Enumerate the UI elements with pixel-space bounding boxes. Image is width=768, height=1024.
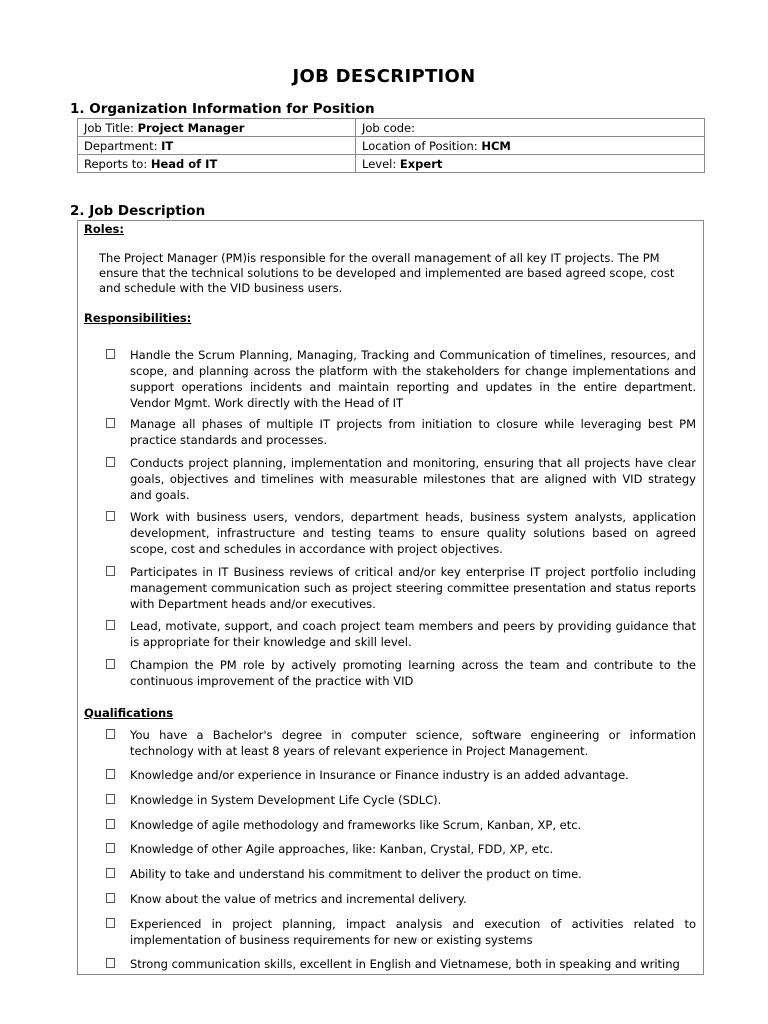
bullet-box-icon <box>106 918 115 928</box>
responsibility-text: Work with business users, vendors, department heads, business system analysts, application development, infrastructure and testing teams to ensure quality solutions based on agreed scope, cost and schedules in accordance with project objectives. <box>130 510 696 556</box>
department-cell <box>78 137 356 155</box>
responsibility-text: Conducts project planning, implementation and monitoring, ensuring that all projects have clear goals, objectives and timelines with measurable milestones that are aligned with VID strategy and goals. <box>130 456 696 502</box>
location-cell <box>356 137 705 155</box>
bullet-box-icon <box>106 843 115 853</box>
qualification-text: Ability to take and understand his commitment to deliver the product on time. <box>130 867 582 881</box>
qualification-text: You have a Bachelor's degree in computer science, software engineering or information technology with at least 8 years of relevant experience in Project Management. <box>130 728 696 758</box>
bullet-box-icon <box>106 511 115 521</box>
qualification-text: Strong communication skills, excellent in English and Vietnamese, both in speaking and writing <box>130 957 680 971</box>
bullet-box-icon <box>106 868 115 878</box>
bullet-box-icon <box>106 893 115 903</box>
bullet-box-icon <box>106 819 115 829</box>
section-2-heading: 2. Job Description <box>70 203 206 219</box>
responsibility-text: Manage all phases of multiple IT projects from initiation to closure while leveraging best PM practice standards and processes. <box>130 417 696 447</box>
bullet-box-icon <box>106 418 115 428</box>
organization-info-table <box>77 118 705 173</box>
bullet-box-icon <box>106 620 115 630</box>
job-title-value: Project Manager <box>137 120 245 135</box>
bullet-box-icon <box>106 457 115 467</box>
bullet-box-icon <box>106 958 115 968</box>
department-value: IT <box>161 138 174 153</box>
level-value: Expert <box>399 156 443 171</box>
responsibility-text: Handle the Scrum Planning, Managing, Tracking and Communication of timelines, resources, and scope, and planning across the platform with the stakeholders for change implementations and support operations incidents and maintain reporting and updates in the entire department. Vendor Mgmt. Work directly with the Head of IT <box>130 348 696 410</box>
reports-to-label: Reports to: <box>84 156 151 171</box>
responsibilities-heading: Responsibilities: <box>84 311 192 325</box>
job-title-cell <box>78 119 356 137</box>
job-description-box <box>77 220 704 975</box>
job-code-cell <box>356 119 705 137</box>
table-row <box>78 119 705 137</box>
responsibility-text: Participates in IT Business reviews of critical and/or key enterprise IT project portfolio including management communication such as project steering committee presentation and status reports with Department heads and/or executives. <box>130 565 696 611</box>
bullet-box-icon <box>106 769 115 779</box>
reports-to-value: Head of IT <box>150 156 218 171</box>
qualification-text: Know about the value of metrics and incremental delivery. <box>130 892 467 906</box>
roles-heading: Roles: <box>84 222 124 236</box>
responsibility-text: Champion the PM role by actively promoting learning across the team and contribute to the continuous improvement of the practice with VID <box>130 658 696 688</box>
department-label: Department: <box>84 138 162 153</box>
table-row <box>78 137 705 155</box>
bullet-box-icon <box>106 794 115 804</box>
qualification-text: Knowledge of other Agile approaches, like: Kanban, Crystal, FDD, XP, etc. <box>130 842 554 856</box>
document-title: JOB DESCRIPTION <box>292 66 476 87</box>
qualifications-heading: Qualifications <box>84 706 174 720</box>
bullet-box-icon <box>106 659 115 669</box>
job-title-label: Job Title: <box>84 120 138 135</box>
responsibility-text: Lead, motivate, support, and coach project team members and peers by providing guidance that is appropriate for their knowledge and skill level. <box>130 619 696 649</box>
reports-to-cell <box>78 155 356 173</box>
qualification-text: Knowledge in System Development Life Cycle (SDLC). <box>130 793 442 807</box>
bullet-box-icon <box>106 566 115 576</box>
qualification-text: Knowledge of agile methodology and frameworks like Scrum, Kanban, XP, etc. <box>130 818 582 832</box>
location-value: HCM <box>481 138 511 153</box>
roles-paragraph: The Project Manager (PM)is responsible for the overall management of all key IT projects. The PM ensure that the technical solutions to be developed and implemented are based agreed scope, cost and schedule with the VID business users. <box>99 251 675 295</box>
location-label: Location of Position: <box>362 138 482 153</box>
level-label: Level: <box>362 156 400 171</box>
job-code-label: Job code: <box>362 120 415 135</box>
bullet-box-icon <box>106 349 115 359</box>
qualification-text: Experienced in project planning, impact analysis and execution of activities related to implementation of business requirements for new or existing systems <box>130 917 696 947</box>
level-cell <box>356 155 705 173</box>
section-1-heading: 1. Organization Information for Position <box>70 101 375 117</box>
bullet-box-icon <box>106 729 115 739</box>
table-row <box>78 155 705 173</box>
qualification-text: Knowledge and/or experience in Insurance or Finance industry is an added advantage. <box>130 768 629 782</box>
